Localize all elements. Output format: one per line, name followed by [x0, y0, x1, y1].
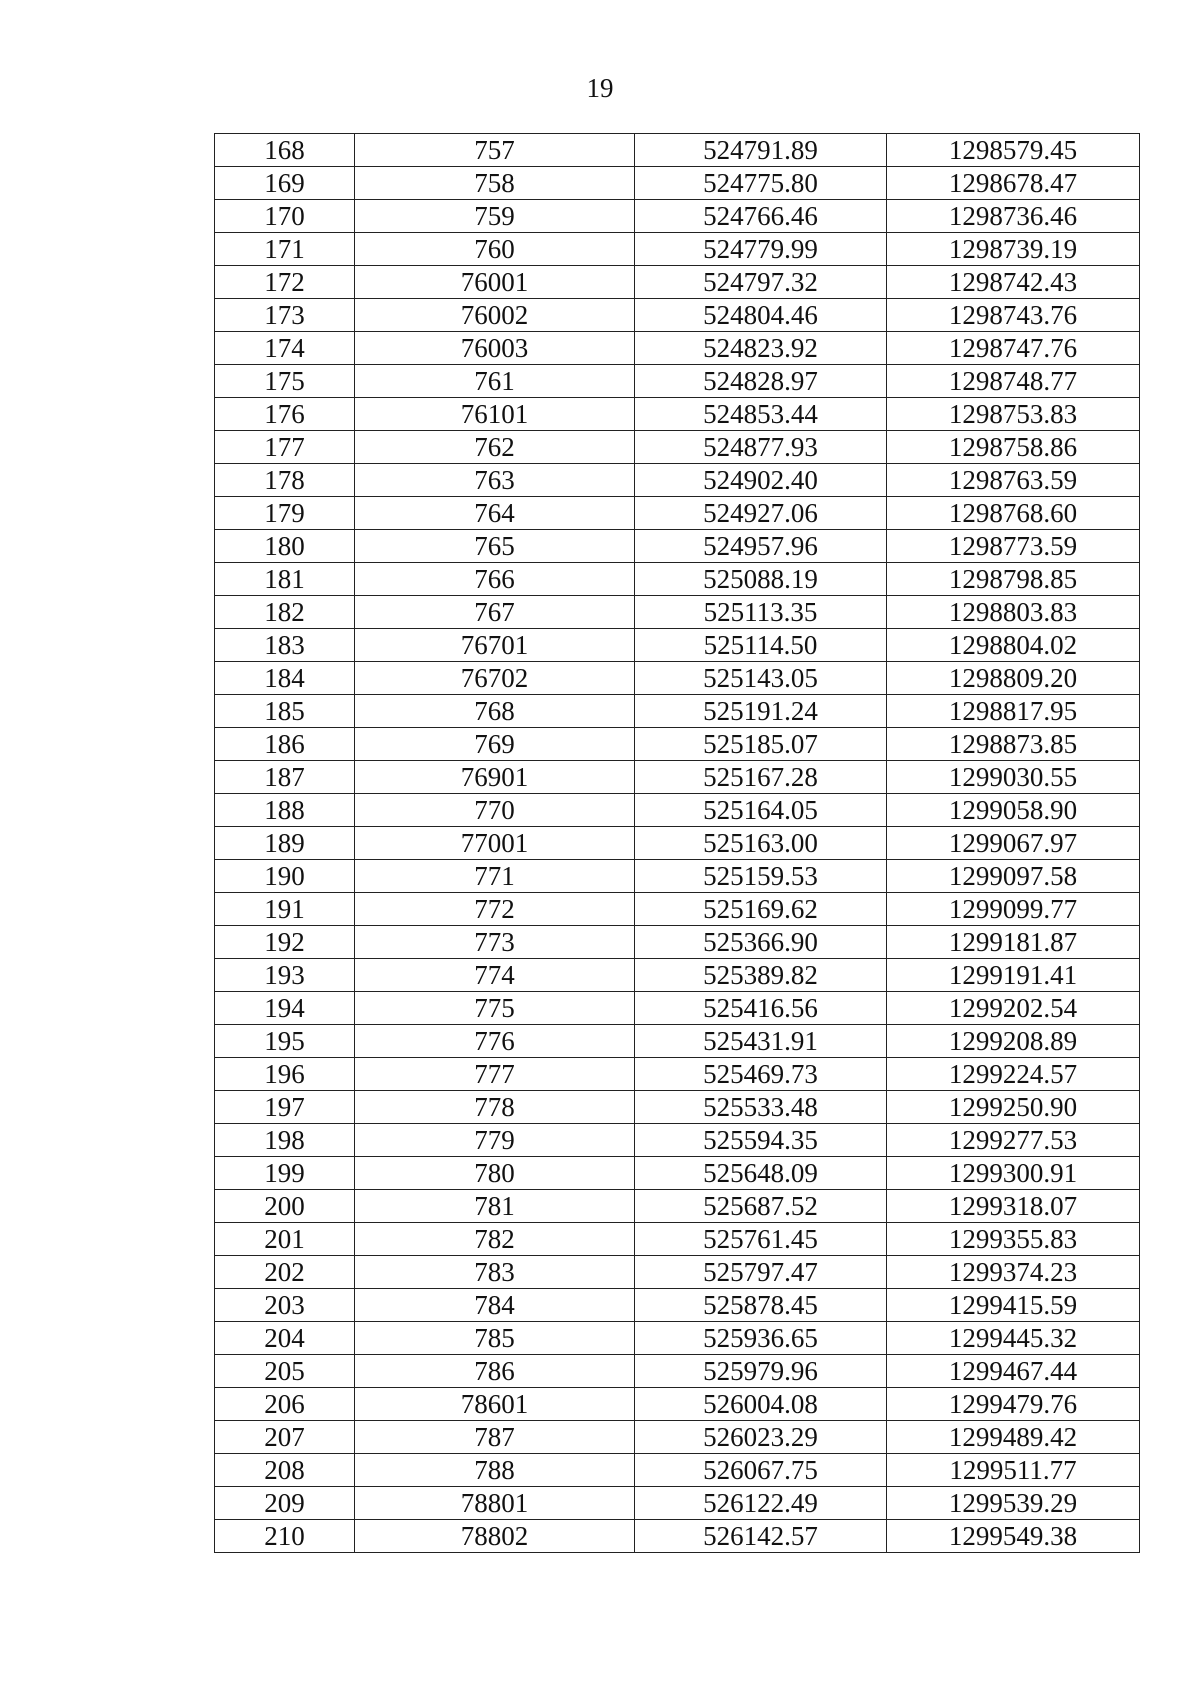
row-index-cell: 182: [215, 596, 355, 629]
point-id-cell: 76003: [355, 332, 635, 365]
point-id-cell: 769: [355, 728, 635, 761]
point-id-cell: 759: [355, 200, 635, 233]
row-index-cell: 189: [215, 827, 355, 860]
x-coordinate-cell: 526122.49: [635, 1487, 887, 1520]
y-coordinate-cell: 1298798.85: [887, 563, 1140, 596]
y-coordinate-cell: 1298817.95: [887, 695, 1140, 728]
row-index-cell: 173: [215, 299, 355, 332]
x-coordinate-cell: 524877.93: [635, 431, 887, 464]
table-row: [215, 1058, 1140, 1091]
x-coordinate-cell: 524779.99: [635, 233, 887, 266]
y-coordinate-cell: 1299479.76: [887, 1388, 1140, 1421]
page-number: 19: [586, 73, 614, 103]
point-id-cell: 762: [355, 431, 635, 464]
table-row: [215, 728, 1140, 761]
point-id-cell: 763: [355, 464, 635, 497]
row-index-cell: 168: [215, 134, 355, 167]
point-id-cell: 779: [355, 1124, 635, 1157]
row-index-cell: 179: [215, 497, 355, 530]
row-index-cell: 201: [215, 1223, 355, 1256]
table-row: [215, 200, 1140, 233]
y-coordinate-cell: 1298743.76: [887, 299, 1140, 332]
y-coordinate-cell: 1299300.91: [887, 1157, 1140, 1190]
x-coordinate-cell: 525163.00: [635, 827, 887, 860]
y-coordinate-cell: 1299250.90: [887, 1091, 1140, 1124]
x-coordinate-cell: 525469.73: [635, 1058, 887, 1091]
y-coordinate-cell: 1299277.53: [887, 1124, 1140, 1157]
row-index-cell: 170: [215, 200, 355, 233]
table-row: [215, 233, 1140, 266]
point-id-cell: 784: [355, 1289, 635, 1322]
table-row: [215, 563, 1140, 596]
x-coordinate-cell: 525594.35: [635, 1124, 887, 1157]
row-index-cell: 184: [215, 662, 355, 695]
row-index-cell: 174: [215, 332, 355, 365]
row-index-cell: 193: [215, 959, 355, 992]
point-id-cell: 78601: [355, 1388, 635, 1421]
point-id-cell: 758: [355, 167, 635, 200]
point-id-cell: 767: [355, 596, 635, 629]
y-coordinate-cell: 1299181.87: [887, 926, 1140, 959]
row-index-cell: 175: [215, 365, 355, 398]
point-id-cell: 770: [355, 794, 635, 827]
table-row: [215, 299, 1140, 332]
row-index-cell: 177: [215, 431, 355, 464]
point-id-cell: 785: [355, 1322, 635, 1355]
row-index-cell: 181: [215, 563, 355, 596]
row-index-cell: 176: [215, 398, 355, 431]
table-row: [215, 1256, 1140, 1289]
table-row: [215, 530, 1140, 563]
row-index-cell: 205: [215, 1355, 355, 1388]
point-id-cell: 778: [355, 1091, 635, 1124]
x-coordinate-cell: 525761.45: [635, 1223, 887, 1256]
table-row: [215, 827, 1140, 860]
row-index-cell: 192: [215, 926, 355, 959]
y-coordinate-cell: 1298763.59: [887, 464, 1140, 497]
x-coordinate-cell: 526004.08: [635, 1388, 887, 1421]
point-id-cell: 76002: [355, 299, 635, 332]
y-coordinate-cell: 1298748.77: [887, 365, 1140, 398]
x-coordinate-cell: 525169.62: [635, 893, 887, 926]
table-row: [215, 134, 1140, 167]
table-row: [215, 662, 1140, 695]
row-index-cell: 195: [215, 1025, 355, 1058]
row-index-cell: 169: [215, 167, 355, 200]
y-coordinate-cell: 1299415.59: [887, 1289, 1140, 1322]
x-coordinate-cell: 524823.92: [635, 332, 887, 365]
table-row: [215, 431, 1140, 464]
point-id-cell: 783: [355, 1256, 635, 1289]
table-row: [215, 1289, 1140, 1322]
y-coordinate-cell: 1298579.45: [887, 134, 1140, 167]
table-row: [215, 1157, 1140, 1190]
y-coordinate-cell: 1299202.54: [887, 992, 1140, 1025]
table-row: [215, 167, 1140, 200]
point-id-cell: 766: [355, 563, 635, 596]
table-row: [215, 266, 1140, 299]
table-row: [215, 1388, 1140, 1421]
table-row: [215, 464, 1140, 497]
row-index-cell: 197: [215, 1091, 355, 1124]
point-id-cell: 76901: [355, 761, 635, 794]
x-coordinate-cell: 525114.50: [635, 629, 887, 662]
table-row: [215, 398, 1140, 431]
point-id-cell: 772: [355, 893, 635, 926]
point-id-cell: 788: [355, 1454, 635, 1487]
y-coordinate-cell: 1298678.47: [887, 167, 1140, 200]
y-coordinate-cell: 1299067.97: [887, 827, 1140, 860]
x-coordinate-cell: 525936.65: [635, 1322, 887, 1355]
row-index-cell: 210: [215, 1520, 355, 1553]
row-index-cell: 202: [215, 1256, 355, 1289]
x-coordinate-cell: 524902.40: [635, 464, 887, 497]
point-id-cell: 78801: [355, 1487, 635, 1520]
table-row: [215, 959, 1140, 992]
y-coordinate-cell: 1298873.85: [887, 728, 1140, 761]
table-row: [215, 1190, 1140, 1223]
row-index-cell: 188: [215, 794, 355, 827]
table-row: [215, 1421, 1140, 1454]
y-coordinate-cell: 1299511.77: [887, 1454, 1140, 1487]
point-id-cell: 782: [355, 1223, 635, 1256]
y-coordinate-cell: 1299374.23: [887, 1256, 1140, 1289]
point-id-cell: 781: [355, 1190, 635, 1223]
y-coordinate-cell: 1298736.46: [887, 200, 1140, 233]
table-row: [215, 1091, 1140, 1124]
x-coordinate-cell: 525167.28: [635, 761, 887, 794]
x-coordinate-cell: 525416.56: [635, 992, 887, 1025]
table-row: [215, 1322, 1140, 1355]
x-coordinate-cell: 525113.35: [635, 596, 887, 629]
table-row: [215, 926, 1140, 959]
y-coordinate-cell: 1298803.83: [887, 596, 1140, 629]
table-row: [215, 1454, 1140, 1487]
y-coordinate-cell: 1299191.41: [887, 959, 1140, 992]
table-row: [215, 629, 1140, 662]
x-coordinate-cell: 524853.44: [635, 398, 887, 431]
y-coordinate-cell: 1299467.44: [887, 1355, 1140, 1388]
x-coordinate-cell: 526067.75: [635, 1454, 887, 1487]
x-coordinate-cell: 524766.46: [635, 200, 887, 233]
x-coordinate-cell: 524828.97: [635, 365, 887, 398]
row-index-cell: 209: [215, 1487, 355, 1520]
x-coordinate-cell: 525878.45: [635, 1289, 887, 1322]
x-coordinate-cell: 525088.19: [635, 563, 887, 596]
x-coordinate-cell: 525366.90: [635, 926, 887, 959]
x-coordinate-cell: 525185.07: [635, 728, 887, 761]
row-index-cell: 206: [215, 1388, 355, 1421]
row-index-cell: 207: [215, 1421, 355, 1454]
x-coordinate-cell: 525164.05: [635, 794, 887, 827]
y-coordinate-cell: 1299030.55: [887, 761, 1140, 794]
x-coordinate-cell: 524791.89: [635, 134, 887, 167]
table-row: [215, 1025, 1140, 1058]
x-coordinate-cell: 526142.57: [635, 1520, 887, 1553]
y-coordinate-cell: 1299224.57: [887, 1058, 1140, 1091]
table-row: [215, 695, 1140, 728]
point-id-cell: 780: [355, 1157, 635, 1190]
row-index-cell: 191: [215, 893, 355, 926]
y-coordinate-cell: 1299099.77: [887, 893, 1140, 926]
point-id-cell: 777: [355, 1058, 635, 1091]
table-row: [215, 1355, 1140, 1388]
point-id-cell: 768: [355, 695, 635, 728]
table-row: [215, 1223, 1140, 1256]
row-index-cell: 198: [215, 1124, 355, 1157]
table-row: [215, 596, 1140, 629]
x-coordinate-cell: 525648.09: [635, 1157, 887, 1190]
y-coordinate-cell: 1298809.20: [887, 662, 1140, 695]
row-index-cell: 187: [215, 761, 355, 794]
y-coordinate-cell: 1298753.83: [887, 398, 1140, 431]
point-id-cell: 773: [355, 926, 635, 959]
row-index-cell: 194: [215, 992, 355, 1025]
row-index-cell: 203: [215, 1289, 355, 1322]
y-coordinate-cell: 1299539.29: [887, 1487, 1140, 1520]
point-id-cell: 757: [355, 134, 635, 167]
point-id-cell: 786: [355, 1355, 635, 1388]
y-coordinate-cell: 1298768.60: [887, 497, 1140, 530]
x-coordinate-cell: 525431.91: [635, 1025, 887, 1058]
table-row: [215, 497, 1140, 530]
table-row: [215, 1487, 1140, 1520]
row-index-cell: 180: [215, 530, 355, 563]
point-id-cell: 764: [355, 497, 635, 530]
point-id-cell: 76101: [355, 398, 635, 431]
coordinates-table: [214, 133, 1140, 1553]
row-index-cell: 178: [215, 464, 355, 497]
x-coordinate-cell: 525389.82: [635, 959, 887, 992]
row-index-cell: 190: [215, 860, 355, 893]
point-id-cell: 76702: [355, 662, 635, 695]
x-coordinate-cell: 525191.24: [635, 695, 887, 728]
table-row: [215, 365, 1140, 398]
row-index-cell: 186: [215, 728, 355, 761]
point-id-cell: 77001: [355, 827, 635, 860]
table-row: [215, 761, 1140, 794]
x-coordinate-cell: 525159.53: [635, 860, 887, 893]
point-id-cell: 78802: [355, 1520, 635, 1553]
x-coordinate-cell: 525797.47: [635, 1256, 887, 1289]
x-coordinate-cell: 526023.29: [635, 1421, 887, 1454]
point-id-cell: 76001: [355, 266, 635, 299]
y-coordinate-cell: 1299058.90: [887, 794, 1140, 827]
point-id-cell: 771: [355, 860, 635, 893]
table-row: [215, 860, 1140, 893]
y-coordinate-cell: 1298739.19: [887, 233, 1140, 266]
coordinates-table-body: [215, 134, 1140, 1553]
x-coordinate-cell: 524927.06: [635, 497, 887, 530]
point-id-cell: 761: [355, 365, 635, 398]
y-coordinate-cell: 1299318.07: [887, 1190, 1140, 1223]
row-index-cell: 172: [215, 266, 355, 299]
point-id-cell: 776: [355, 1025, 635, 1058]
point-id-cell: 76701: [355, 629, 635, 662]
table-row: [215, 1520, 1140, 1553]
y-coordinate-cell: 1298773.59: [887, 530, 1140, 563]
y-coordinate-cell: 1299097.58: [887, 860, 1140, 893]
point-id-cell: 775: [355, 992, 635, 1025]
row-index-cell: 208: [215, 1454, 355, 1487]
row-index-cell: 199: [215, 1157, 355, 1190]
row-index-cell: 200: [215, 1190, 355, 1223]
y-coordinate-cell: 1299445.32: [887, 1322, 1140, 1355]
y-coordinate-cell: 1298742.43: [887, 266, 1140, 299]
x-coordinate-cell: 525979.96: [635, 1355, 887, 1388]
y-coordinate-cell: 1299355.83: [887, 1223, 1140, 1256]
table-row: [215, 893, 1140, 926]
x-coordinate-cell: 524797.32: [635, 266, 887, 299]
point-id-cell: 765: [355, 530, 635, 563]
point-id-cell: 774: [355, 959, 635, 992]
x-coordinate-cell: 525687.52: [635, 1190, 887, 1223]
x-coordinate-cell: 525143.05: [635, 662, 887, 695]
row-index-cell: 204: [215, 1322, 355, 1355]
table-row: [215, 992, 1140, 1025]
x-coordinate-cell: 524775.80: [635, 167, 887, 200]
y-coordinate-cell: 1298758.86: [887, 431, 1140, 464]
table-row: [215, 1124, 1140, 1157]
y-coordinate-cell: 1299208.89: [887, 1025, 1140, 1058]
y-coordinate-cell: 1298747.76: [887, 332, 1140, 365]
table-row: [215, 332, 1140, 365]
x-coordinate-cell: 524804.46: [635, 299, 887, 332]
row-index-cell: 171: [215, 233, 355, 266]
table-row: [215, 794, 1140, 827]
y-coordinate-cell: 1299549.38: [887, 1520, 1140, 1553]
y-coordinate-cell: 1299489.42: [887, 1421, 1140, 1454]
point-id-cell: 760: [355, 233, 635, 266]
point-id-cell: 787: [355, 1421, 635, 1454]
x-coordinate-cell: 525533.48: [635, 1091, 887, 1124]
row-index-cell: 183: [215, 629, 355, 662]
x-coordinate-cell: 524957.96: [635, 530, 887, 563]
y-coordinate-cell: 1298804.02: [887, 629, 1140, 662]
row-index-cell: 196: [215, 1058, 355, 1091]
row-index-cell: 185: [215, 695, 355, 728]
